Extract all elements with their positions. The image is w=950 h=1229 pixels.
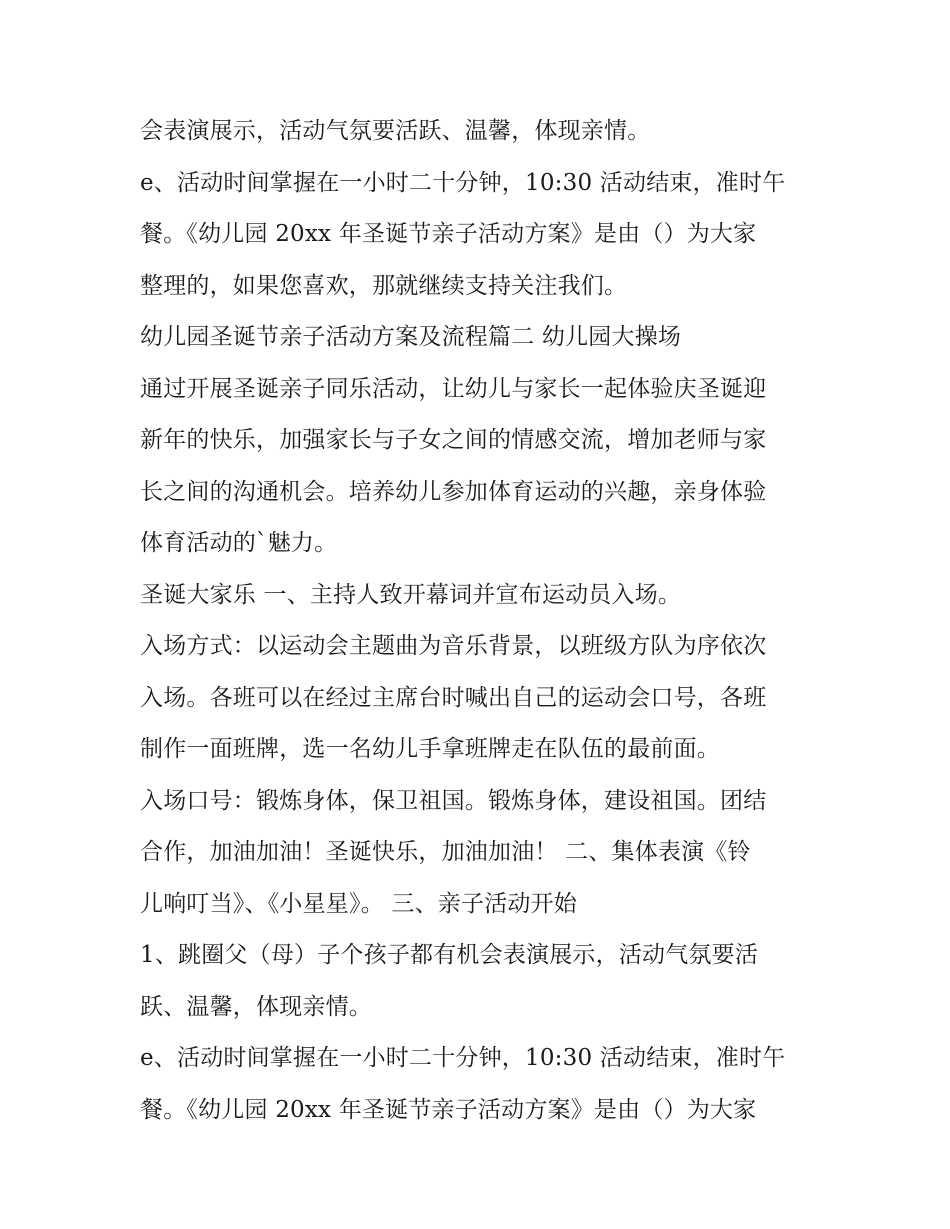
text-line: 合作，加油加油！圣诞快乐，加油加油！ 二、集体表演《铃 <box>140 839 751 865</box>
text-line: 新年的快乐，加强家长与子女之间的情感交流，增加老师与家 <box>140 427 767 453</box>
text-line: 跃、温馨，体现亲情。 <box>140 993 372 1020</box>
text-line: 入场方式：以运动会主题曲为音乐背景，以班级方队为序依次 <box>140 633 767 659</box>
text-line: e、活动时间掌握在一小时二十分钟，10:30 活动结束，准时午 <box>140 169 786 196</box>
text-line: e、活动时间掌握在一小时二十分钟，10:30 活动结束，准时午 <box>140 1045 786 1071</box>
text-line: 长之间的沟通机会。培养幼儿参加体育运动的兴趣，亲身体验 <box>140 478 767 505</box>
text-line: 入场。各班可以在经过主席台时喊出自己的运动会口号，各班 <box>140 684 767 711</box>
text-line: 制作一面班牌，选一名幼儿手拿班牌走在队伍的最前面。 <box>140 736 720 762</box>
text-line: 餐。《幼儿园 20xx 年圣诞节亲子活动方案》是由（）为大家 <box>140 1096 757 1123</box>
text-line: 入场口号：锻炼身体，保卫祖国。锻炼身体，建设祖国。团结 <box>140 787 767 814</box>
text-line: 通过开展圣诞亲子同乐活动，让幼儿与家长一起体验庆圣诞迎 <box>140 375 767 402</box>
text-line: 整理的，如果您喜欢，那就继续支持关注我们。 <box>140 272 628 299</box>
text-line: 圣诞大家乐 一、主持人致开幕词并宣布运动员入场。 <box>140 581 682 608</box>
text-line: 会表演展示，活动气氛要活跃、温馨，体现亲情。 <box>140 118 651 144</box>
text-line: 体育活动的`魅力。 <box>140 530 338 556</box>
document-body <box>140 106 820 1136</box>
text-line: 餐。《幼儿园 20xx 年圣诞节亲子活动方案》是由（）为大家 <box>140 221 757 247</box>
section-heading: 幼儿园圣诞节亲子活动方案及流程篇二 幼儿园大操场 <box>140 324 682 350</box>
text-line: 儿响叮当》、《小星星》。 三、亲子活动开始 <box>140 890 578 917</box>
text-line: 1、跳圈父（母）子个孩子都有机会表演展示，活动气氛要活 <box>140 942 759 968</box>
